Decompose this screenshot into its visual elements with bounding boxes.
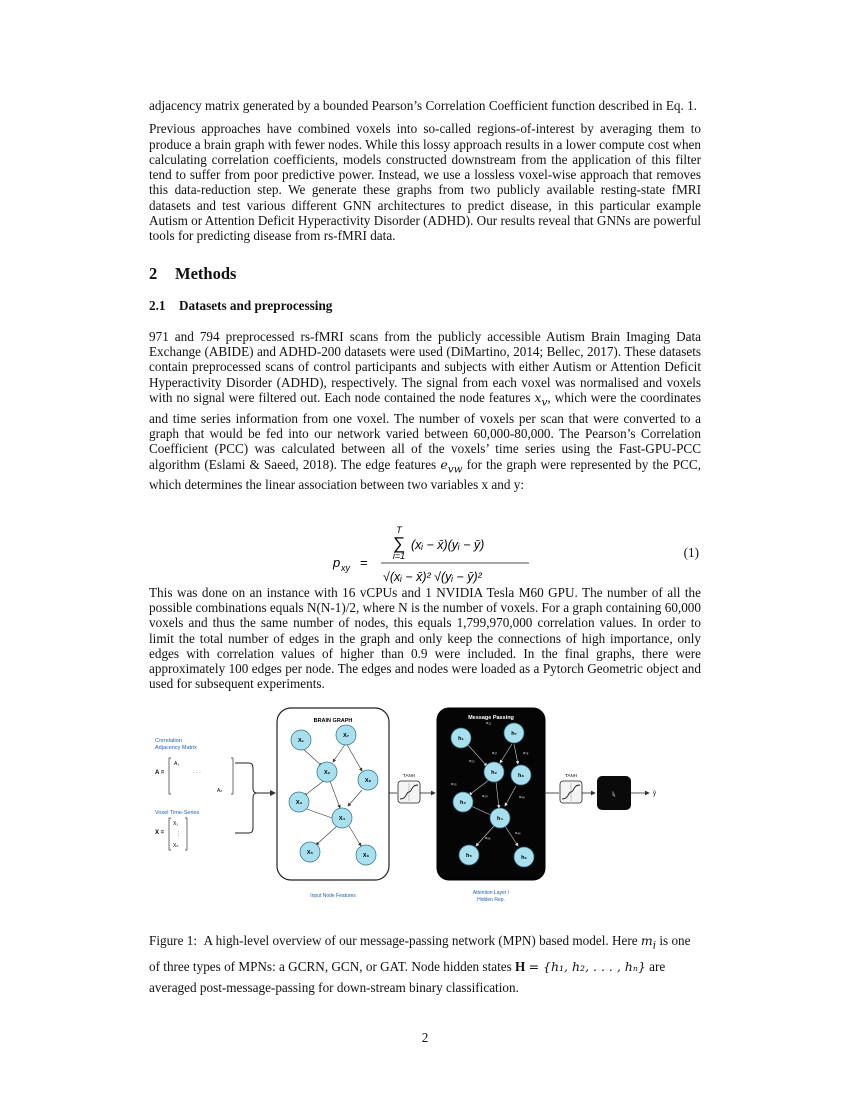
paragraph-datasets <box>149 329 701 493</box>
subsection-title: Datasets and preprocessing <box>179 297 333 313</box>
mp-weight-2: α₂₇ <box>492 749 498 755</box>
equation-number: (1) <box>683 544 699 560</box>
matrix-a-top-entry: A₁ <box>174 760 180 767</box>
caption-h-set: = {h₁, h₂, . . . , hₙ} <box>528 959 646 975</box>
mp-node-h8-label: h₈ <box>518 772 524 779</box>
brain-node-x3-label: X₃ <box>295 799 303 806</box>
tanh-2-label: TANH <box>565 772 577 778</box>
corr-title-line1: Correlation <box>155 737 182 744</box>
mp-weight-1: α₁₂ <box>486 719 492 725</box>
paragraph-datasets-part-b: , which were the coordinates and time series information from one voxel. The number of voxels per scan that were converted to a graph that would be fed into our network varied between 60,000-80,000. The Pearson’s Correlation Coefficient (PCC) was calculated between all of the voxels’ time series using the Fast-GPU-PCC algorithm (Eslami & Saeed, 2018). The edge features <box>149 389 701 472</box>
brain-node-x8-label: X₈ <box>364 777 372 784</box>
paragraph-previous-approaches: Previous approaches have combined voxels into so-called regions-of-interest by averaging them to produce a brain graph with fewer nodes. While this lossy approach results in a lower compute cost when calculating correlation coefficients, models constructed downstream from the application of this filter tend to suffer from poor predictive power. Instead, we use a lossless voxel-wise approach that removes this data-reduction step. We generate these graphs from two publicly available resting-state fMRI datasets and test various different GNN architectures to predict disease, in this particular example Autism or Attention Deficit Hyperactivity Disorder (ADHD). Our results reveal that GNNs are powerful tools for predicting disease from rs-fMRI data. <box>149 121 701 244</box>
mp-node-h3-label: h₃ <box>460 799 466 806</box>
mp-weight-9: α₃₅ <box>451 780 457 786</box>
matrix-x-label: X = <box>155 829 165 836</box>
subsection-heading <box>149 298 701 314</box>
brain-node-x5-label: X₅ <box>306 849 314 856</box>
section-title: Methods <box>175 263 237 283</box>
caption-text-c: are averaged post-message-passing for down-stream binary classification. <box>149 959 666 996</box>
attention-caption-line1: Attention Layer / <box>472 889 510 896</box>
mp-weight-6: α₄₈ <box>519 793 525 799</box>
matrix-a-left-bracket <box>169 758 171 794</box>
section-number: 2 <box>149 263 158 283</box>
eq-numerator: (xᵢ − x̄)(yᵢ − ȳ) <box>411 537 485 552</box>
caption-h-symbol: H <box>515 959 526 975</box>
node-feature-variable <box>534 389 548 409</box>
eq-sum-upper: T <box>396 524 402 535</box>
paper-page <box>149 98 701 998</box>
matrix-x-top-entry: X₁ <box>173 820 179 827</box>
figure-1-caption <box>149 930 701 999</box>
section-heading <box>149 264 701 284</box>
brain-graph-title: BRAIN GRAPH <box>313 717 353 724</box>
model-overview-diagram <box>149 700 701 910</box>
edge-feature-subscript: vw <box>447 463 463 476</box>
mp-weight-3: α₂₃ <box>469 757 475 763</box>
caption-text-b: is one of three types of MPNs: a GCRN, GCN, or GAT. Node hidden states <box>149 932 691 975</box>
edge-feature-symbol: e <box>440 456 448 472</box>
page-number: 2 <box>421 1030 429 1045</box>
mp-weight-8: α₅₆ <box>485 834 491 840</box>
paragraph-instance: This was done on an instance with 16 vCPUs and 1 NVIDIA Tesla M60 GPU. The number of all the possible combinations equals N(N-1)/2, where N is the number of voxels. For a graph containing 60,000 voxels and thus the same number of nodes, this equals 1,799,970,000 correlation values. In order to limit the total number of edges in the graph and only keep the connections of high importance, only edges with correlation values of higher than 0.9 were included. In the final graphs, there were approximately 100 edges per node. The edges and nodes were loaded as a Pytorch Geometric object and used for subsequent experiments. <box>149 584 701 692</box>
mp-node-h6-label: h₆ <box>521 854 527 861</box>
matrix-x-left-bracket <box>169 818 171 850</box>
pcc-equation <box>149 493 701 585</box>
eq-equals: = <box>360 554 368 570</box>
caption-label: Figure 1: <box>149 932 197 948</box>
mp-node-h1-label: h₁ <box>458 735 464 742</box>
paragraph-intro-end: adjacency matrix generated by a bounded Pearson’s Correlation Coefficient function described in Eq. 1. <box>149 98 697 113</box>
eq-lhs: p <box>333 554 341 570</box>
eq-sum-sign: ∑ <box>392 533 406 553</box>
pcc-equation-graphic <box>149 493 701 585</box>
paragraph-datasets-part-a: 971 and 794 preprocessed rs-fMRI scans from the publicly accessible Autism Brain Imaging Data Exchange (ABIDE) and ADHD-200 datasets were used (DiMartino, 2014; Bellec, 2017). These datasets contain preprocessed scans of control participants and subjects with either Autism or Attention Deficit Hyperactivity Disorder (ADHD), respectively. The signal from each voxel was normalised and voxels with no signal were filtered out. Each node contained the node features <box>149 328 701 405</box>
attention-caption-line2: Hidden Rep. <box>477 896 505 903</box>
mp-node-h7-label: h₇ <box>511 730 517 737</box>
edge-feature-variable <box>440 456 463 476</box>
brain-node-x2-label: X₂ <box>323 769 331 776</box>
message-passing-title: Message Passing <box>468 714 514 721</box>
node-feature-subscript: v <box>541 396 548 409</box>
caption-m-variable <box>640 932 657 952</box>
matrix-x-bottom-entry: Xₙ <box>173 842 179 849</box>
corr-title-line2: Adjacency Matrix <box>155 744 197 751</box>
prediction-label: ŷ <box>653 790 656 797</box>
input-node-features-caption: Input Node Features <box>310 892 356 899</box>
input-merge-brace <box>235 763 257 833</box>
caption-m-subscript: i <box>652 939 657 952</box>
mp-weight-4: α₇₈ <box>523 749 529 755</box>
paragraph-datasets-part-c: for the graph were represented by the PCC, which determines the linear association between two variables x and y: <box>149 456 701 493</box>
mp-weight-5: α₃₄ <box>482 792 488 798</box>
caption-m-symbol: m <box>640 932 653 948</box>
time-series-title: Voxel Time-Series <box>155 809 200 816</box>
brain-node-x7-label: X₇ <box>343 732 349 739</box>
eq-lhs-subscript: xy <box>341 562 350 573</box>
matrix-x-dots: ⋮ <box>176 830 181 837</box>
figure-1 <box>149 700 701 910</box>
node-feature-symbol: x <box>534 389 542 405</box>
matrix-a-dots: · · · <box>193 769 201 776</box>
matrix-x-right-bracket <box>185 818 187 850</box>
tanh-1-label: TANH <box>403 772 415 778</box>
matrix-a-bottom-entry: Aₙ <box>217 787 223 794</box>
mp-node-h4-label: h₄ <box>497 815 503 822</box>
mp-node-h5-label: h₅ <box>466 852 472 859</box>
mp-weight-7: α₄₅ <box>515 829 521 835</box>
eq-denominator: √(xᵢ − x̄)² √(yᵢ − ȳ)² <box>383 569 482 584</box>
brain-node-x6-label: X₆ <box>362 852 370 859</box>
matrix-a-label: A = <box>155 769 165 776</box>
output-layer-label: l₁ <box>612 791 616 798</box>
brain-node-x1-label: X₁ <box>298 737 304 744</box>
subsection-number: 2.1 <box>149 297 166 313</box>
mp-node-h2-label: h₂ <box>491 769 497 776</box>
caption-text-a: A high-level overview of our message-passing network (MPN) based model. Here <box>203 932 641 948</box>
brain-node-x4-label: X₄ <box>338 815 346 822</box>
eq-sum-lower: i=1 <box>392 550 406 561</box>
matrix-a-right-bracket <box>231 758 233 794</box>
